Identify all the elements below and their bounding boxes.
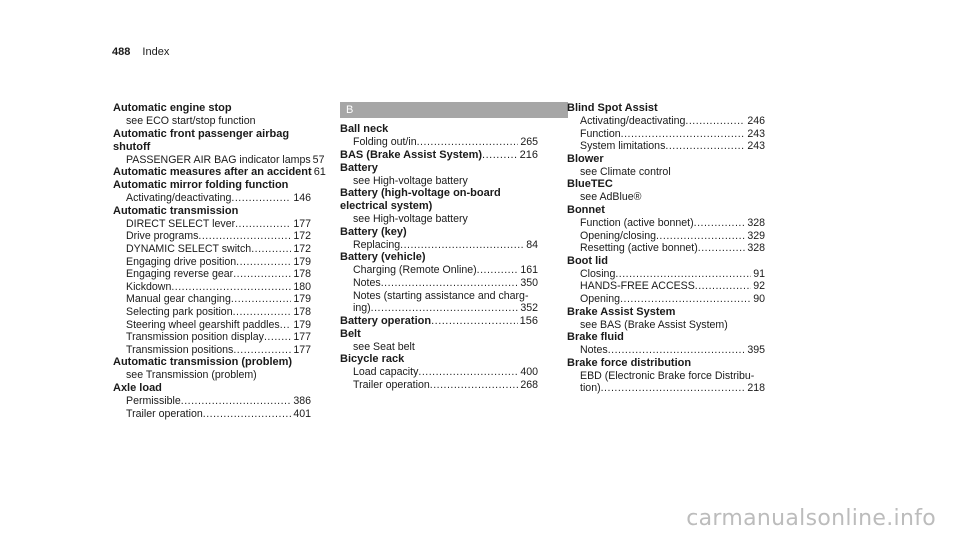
leader-dots bbox=[235, 218, 291, 231]
see-reference[interactable]: see Climate control bbox=[580, 165, 671, 178]
page-ref[interactable]: 386 bbox=[293, 394, 311, 407]
subentry[interactable] bbox=[340, 277, 538, 290]
index-column-1 bbox=[113, 102, 326, 420]
leader-dots bbox=[694, 217, 746, 230]
index-term: Bicycle rack bbox=[340, 353, 405, 366]
index-entry bbox=[567, 255, 765, 306]
index-entry bbox=[567, 153, 765, 179]
index-term[interactable]: Automatic measures after an accident bbox=[113, 166, 312, 179]
leader-dots bbox=[371, 302, 519, 315]
index-entry bbox=[567, 204, 765, 255]
page-ref[interactable]: 177 bbox=[293, 217, 311, 230]
leader-dots bbox=[431, 315, 518, 328]
leader-dots bbox=[233, 306, 292, 319]
page-ref[interactable]: 350 bbox=[520, 276, 538, 289]
index-term: Brake force distribution bbox=[567, 356, 692, 369]
index-term: Automatic mirror folding function bbox=[113, 179, 289, 192]
page-ref[interactable]: 177 bbox=[293, 343, 311, 356]
index-entry bbox=[340, 162, 538, 188]
page-ref[interactable]: 268 bbox=[520, 378, 538, 391]
page-number: 488 bbox=[112, 46, 131, 58]
index-column-3 bbox=[567, 102, 765, 395]
subentry-label: Function bbox=[580, 127, 621, 140]
index-term-row[interactable] bbox=[340, 315, 538, 328]
subentry[interactable] bbox=[113, 153, 325, 167]
page-ref[interactable]: 328 bbox=[747, 242, 765, 255]
index-entry bbox=[340, 123, 538, 149]
subentry[interactable] bbox=[567, 115, 765, 128]
index-entry bbox=[340, 315, 538, 328]
index-entry bbox=[113, 102, 311, 128]
leader-dots bbox=[251, 243, 291, 256]
see-reference[interactable]: see Transmission (problem) bbox=[126, 369, 257, 382]
subentry[interactable] bbox=[113, 192, 311, 205]
subentry[interactable] bbox=[567, 230, 765, 243]
index-term-row[interactable] bbox=[340, 149, 538, 162]
index-term: Battery bbox=[340, 161, 378, 174]
subentry-label: HANDS-FREE ACCESS bbox=[580, 280, 695, 293]
subentry[interactable] bbox=[113, 319, 311, 332]
leader-dots bbox=[695, 280, 751, 293]
subentry[interactable] bbox=[113, 268, 311, 281]
index-term: Belt bbox=[340, 327, 361, 340]
page-ref[interactable]: 90 bbox=[753, 292, 765, 305]
subentry[interactable] bbox=[567, 268, 765, 281]
page-title: Index bbox=[142, 46, 170, 58]
subentry-label[interactable]: Notes (starting assistance and charg- bbox=[353, 289, 529, 302]
index-entry bbox=[113, 356, 311, 382]
leader-dots bbox=[417, 136, 519, 149]
leader-dots bbox=[621, 128, 746, 141]
subentry[interactable] bbox=[567, 128, 765, 141]
page-ref[interactable]: 329 bbox=[747, 229, 765, 242]
subentry-label: Transmission position display bbox=[126, 331, 264, 344]
index-term: Brake fluid bbox=[567, 331, 624, 344]
subentry-label: Permissible bbox=[126, 394, 181, 407]
subentry[interactable] bbox=[113, 230, 311, 243]
page-ref[interactable]: 179 bbox=[293, 255, 311, 268]
page-ref[interactable]: 91 bbox=[753, 267, 765, 280]
see-reference[interactable]: see BAS (Brake Assist System) bbox=[580, 318, 728, 331]
leader-dots bbox=[181, 395, 292, 408]
index-entry bbox=[340, 353, 538, 391]
leader-dots bbox=[620, 293, 751, 306]
page-ref[interactable]: 246 bbox=[747, 115, 765, 127]
index-column-2 bbox=[340, 102, 538, 392]
index-term[interactable]: BAS (Brake Assist System) bbox=[340, 148, 483, 161]
index-entry bbox=[340, 187, 538, 226]
index-term: Battery (high-voltage on-board electrical system) bbox=[340, 187, 501, 213]
page-ref[interactable]: 352 bbox=[520, 302, 538, 315]
subentry[interactable] bbox=[340, 366, 538, 379]
index-entry bbox=[567, 102, 765, 153]
subentry-label: Charging (Remote Online) bbox=[353, 264, 477, 277]
subentry-label: Opening bbox=[580, 292, 621, 305]
page-ref[interactable]: 178 bbox=[293, 268, 311, 281]
leader-dots bbox=[264, 331, 291, 344]
subentry[interactable] bbox=[113, 256, 311, 269]
index-term: Blind Spot Assist bbox=[567, 102, 658, 114]
leader-dots bbox=[231, 192, 291, 205]
subentry[interactable] bbox=[340, 302, 538, 315]
subentry-label: Steering wheel gearshift paddles bbox=[126, 318, 280, 331]
index-term: Automatic engine stop bbox=[113, 102, 232, 114]
subentry-label: Selecting park position bbox=[126, 305, 233, 318]
subentry[interactable] bbox=[567, 382, 765, 395]
leader-dots bbox=[400, 239, 524, 252]
leader-dots bbox=[418, 366, 518, 379]
see-reference[interactable]: see Seat belt bbox=[353, 340, 415, 353]
leader-dots bbox=[477, 264, 519, 277]
index-entry bbox=[340, 251, 538, 314]
see-reference[interactable]: see AdBlue® bbox=[580, 191, 642, 204]
subentry-label: Activating/deactivating bbox=[580, 115, 686, 127]
page-ref[interactable]: 265 bbox=[520, 136, 538, 148]
page-ref[interactable]: 243 bbox=[747, 140, 765, 153]
leader-dots bbox=[236, 256, 291, 269]
index-term: BlueTEC bbox=[567, 178, 613, 191]
page-ref[interactable]: 177 bbox=[293, 331, 311, 344]
subentry[interactable] bbox=[113, 408, 311, 421]
index-term[interactable]: Battery operation bbox=[340, 314, 432, 327]
page-ref[interactable]: 328 bbox=[747, 216, 765, 229]
leader-dots bbox=[698, 242, 746, 255]
subentry-label: DYNAMIC SELECT switch bbox=[126, 242, 252, 255]
subentry[interactable] bbox=[567, 140, 765, 153]
index-term: Brake Assist System bbox=[567, 305, 676, 318]
page-ref[interactable]: 161 bbox=[520, 264, 538, 277]
leader-dots bbox=[198, 230, 291, 243]
subentry-label: Trailer operation bbox=[126, 407, 203, 420]
subentry-label: Engaging drive position bbox=[126, 255, 237, 268]
subentry[interactable] bbox=[567, 344, 765, 357]
subentry-label: PASSENGER AIR BAG indicator lamps bbox=[126, 153, 311, 166]
page-ref[interactable]: 179 bbox=[293, 318, 311, 331]
subentry-label: DIRECT SELECT lever bbox=[126, 217, 236, 230]
index-term: Blower bbox=[567, 152, 604, 165]
index-entry bbox=[340, 226, 538, 252]
index-term-row[interactable] bbox=[113, 166, 326, 179]
page-ref[interactable]: 172 bbox=[293, 242, 311, 255]
page-ref[interactable]: 395 bbox=[747, 344, 765, 357]
page-ref[interactable]: 180 bbox=[293, 280, 311, 293]
subentry-label: Kickdown bbox=[126, 280, 172, 293]
page-ref[interactable]: 61 bbox=[313, 166, 326, 179]
index-entry bbox=[113, 179, 311, 205]
page-ref[interactable]: 218 bbox=[747, 382, 765, 395]
page-ref[interactable]: 84 bbox=[526, 238, 538, 251]
leader-dots bbox=[203, 408, 292, 421]
subentry[interactable] bbox=[113, 281, 311, 294]
leader-dots bbox=[482, 149, 518, 162]
index-entry bbox=[113, 205, 311, 357]
subentry-label: Replacing bbox=[353, 238, 401, 251]
index-entry bbox=[113, 382, 311, 420]
page-ref[interactable]: 243 bbox=[747, 127, 765, 140]
index-term: Axle load bbox=[113, 381, 162, 394]
subentry-label: Resetting (active bonnet) bbox=[580, 242, 698, 255]
page-ref[interactable]: 57 bbox=[312, 153, 325, 166]
page-ref[interactable]: 156 bbox=[519, 314, 538, 327]
index-term: Ball neck bbox=[340, 123, 389, 135]
subentry[interactable] bbox=[113, 306, 311, 319]
subentry[interactable] bbox=[567, 217, 765, 230]
subentry-label: System limitations bbox=[580, 140, 666, 153]
index-entry bbox=[567, 178, 765, 204]
leader-dots bbox=[280, 319, 292, 332]
subentry-label: Transmission positions bbox=[126, 343, 234, 356]
subentry-label: Notes bbox=[353, 276, 381, 289]
subentry[interactable] bbox=[113, 331, 311, 344]
subentry[interactable] bbox=[113, 293, 311, 306]
index-term: Automatic transmission bbox=[113, 204, 239, 217]
watermark: carmanualsonline.info bbox=[686, 506, 936, 531]
leader-dots bbox=[608, 344, 746, 357]
page-ref[interactable]: 172 bbox=[293, 230, 311, 243]
subentry-label: Function (active bonnet) bbox=[580, 216, 694, 229]
page-ref[interactable]: 178 bbox=[293, 305, 311, 318]
subentry-label: Engaging reverse gear bbox=[126, 268, 234, 281]
leader-dots bbox=[233, 344, 291, 357]
subentry[interactable] bbox=[340, 136, 538, 149]
index-term: Automatic transmission (problem) bbox=[113, 356, 293, 369]
index-entry bbox=[113, 127, 325, 167]
subentry[interactable] bbox=[567, 280, 765, 293]
subentry-label: Activating/deactivating bbox=[126, 192, 232, 205]
subentry-label: Closing bbox=[580, 267, 616, 280]
page-ref[interactable]: 400 bbox=[520, 366, 538, 379]
leader-dots bbox=[430, 379, 519, 392]
subentry[interactable] bbox=[340, 239, 538, 252]
index-entry bbox=[340, 328, 538, 354]
leader-dots bbox=[615, 268, 751, 281]
see-reference[interactable]: see ECO start/stop function bbox=[126, 115, 256, 127]
subentry-label: Folding out/in bbox=[353, 136, 417, 148]
leader-dots bbox=[231, 293, 291, 306]
subentry[interactable] bbox=[340, 264, 538, 277]
leader-dots bbox=[665, 140, 745, 153]
leader-dots bbox=[656, 230, 745, 243]
index-term: Battery (key) bbox=[340, 225, 407, 238]
leader-dots bbox=[233, 268, 291, 281]
leader-dots bbox=[601, 382, 746, 395]
subentry[interactable] bbox=[113, 344, 311, 357]
subentry-label: Load capacity bbox=[353, 366, 419, 379]
see-reference[interactable]: see High-voltage battery bbox=[353, 213, 468, 226]
subentry[interactable] bbox=[113, 395, 311, 408]
index-term: Battery (vehicle) bbox=[340, 251, 426, 264]
page-ref[interactable]: 179 bbox=[293, 293, 311, 306]
subentry-label: Notes bbox=[580, 344, 608, 357]
subentry[interactable] bbox=[567, 242, 765, 255]
page-ref[interactable]: 216 bbox=[519, 148, 538, 161]
page-ref[interactable]: 92 bbox=[753, 280, 765, 293]
index-entry bbox=[567, 306, 765, 332]
subentry[interactable] bbox=[567, 293, 765, 306]
subentry-continuation: tion) bbox=[580, 382, 601, 395]
index-term: Automatic front passenger airbag shutoff bbox=[113, 127, 290, 153]
page-header bbox=[112, 46, 169, 58]
subentry-label: Manual gear changing bbox=[126, 293, 231, 306]
section-header: B bbox=[340, 102, 568, 118]
index-entry bbox=[340, 149, 538, 162]
subentry[interactable] bbox=[113, 218, 311, 231]
see-reference[interactable]: see High-voltage battery bbox=[353, 174, 468, 187]
leader-dots bbox=[381, 277, 519, 290]
subentry-continuation: ing) bbox=[353, 302, 371, 315]
leader-dots bbox=[685, 115, 745, 128]
page-ref[interactable]: 401 bbox=[293, 407, 311, 420]
leader-dots bbox=[171, 281, 291, 294]
subentry[interactable] bbox=[113, 243, 311, 256]
subentry-label: Drive programs bbox=[126, 230, 199, 243]
page-ref[interactable]: 146 bbox=[293, 192, 311, 205]
index-entry bbox=[567, 331, 765, 357]
subentry-label[interactable]: EBD (Electronic Brake force Distribu- bbox=[580, 369, 755, 382]
index-term: Boot lid bbox=[567, 254, 608, 267]
subentry-label: Opening/closing bbox=[580, 229, 656, 242]
index-entry bbox=[113, 166, 326, 179]
subentry-label: Trailer operation bbox=[353, 378, 430, 391]
index-term: Bonnet bbox=[567, 203, 605, 216]
subentry[interactable] bbox=[340, 379, 538, 392]
index-entry bbox=[567, 357, 765, 395]
